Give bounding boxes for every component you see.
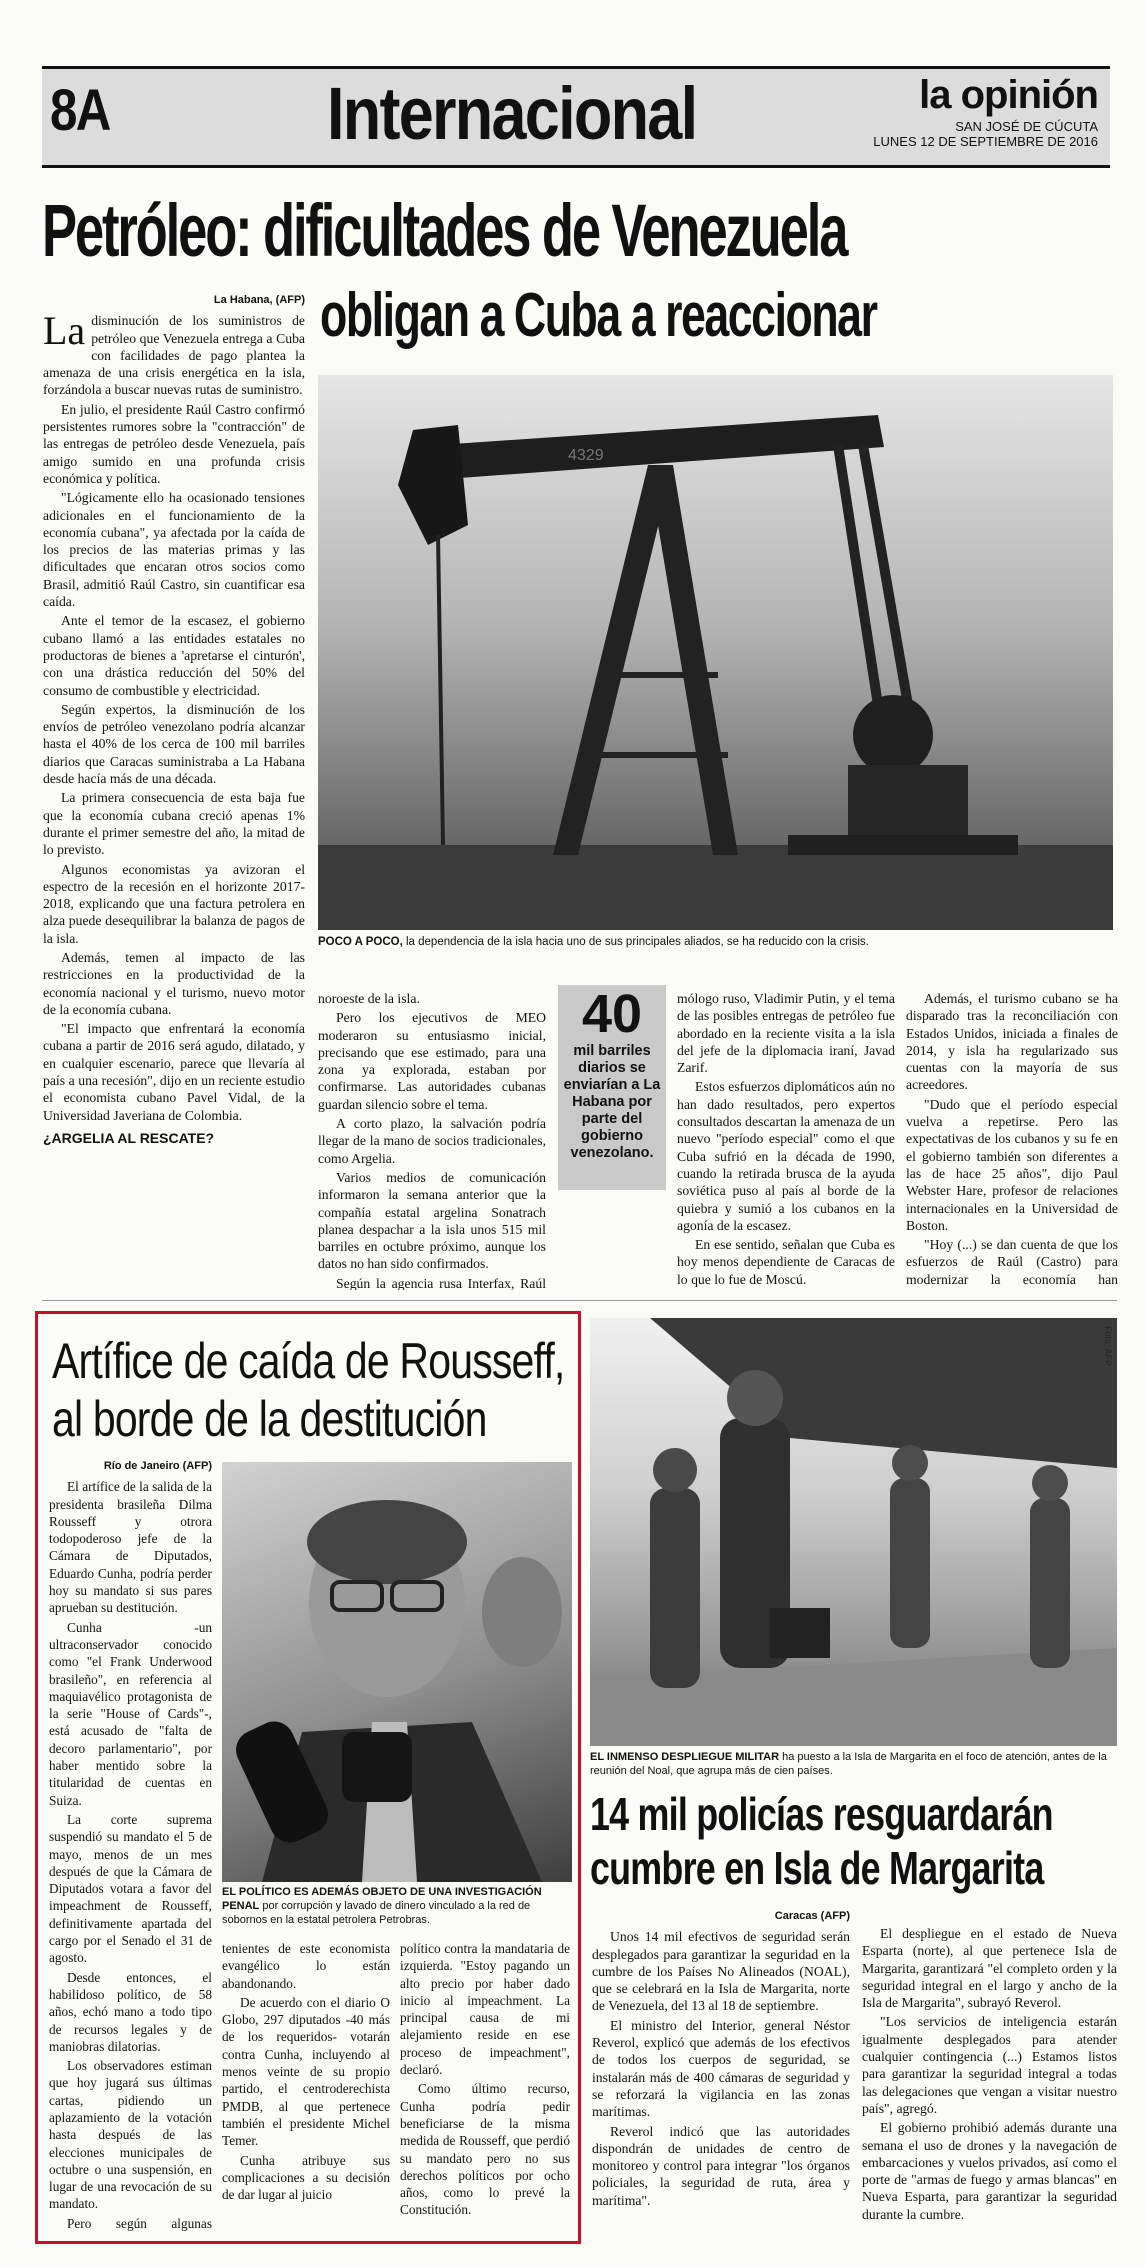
article2-column-2 xyxy=(222,1940,390,2235)
article1-col2-paragraph-5: Según la agencia rusa Interfax, Raúl xyxy=(336,1275,546,1290)
article1-col4-paragraph-2: "Dudo que el período especial vuelva a repetirse. Pero las expectativas de los cubanos y su fe en el gobierno también son diferentes a las de hace 25 años", dijo Paul Webster Hare, profesor de relaciones internacionales en la Universidad de Boston. xyxy=(906,1096,1118,1233)
cunha-illustration xyxy=(222,1462,572,1882)
newspaper-logo: la opinión xyxy=(919,73,1098,117)
article2-col3-paragraph-1: político contra la mandataria de izquierda. "Estoy pagando un alto precio por haber dado inicio al impeachment. La principal causa de mi alejamiento reside en ese proceso de impeachment", declaró. xyxy=(400,1941,570,2078)
pump-beam-marking: 4329 xyxy=(568,447,604,464)
oil-caption-lead: POCO A POCO, xyxy=(318,936,403,948)
article2-column-3 xyxy=(400,1940,570,2235)
article2-headline xyxy=(52,1332,565,1448)
oil-pump-photo xyxy=(318,375,1113,930)
article3-column-1 xyxy=(592,1908,850,2233)
article2-paragraph-4: Desde entonces, el habilidoso político, de 58 años, echó mano a todo tipo de recursos legales y de maniobras dilatorias. xyxy=(49,1969,212,2054)
section-divider xyxy=(42,1300,1117,1301)
article1-col4-paragraph-1: Además, el turismo cubano se ha disparado tras la reconciliación con Estados Unidos, iniciada a finales de 2014, y isla ha regularizado sus cuentas con la mayoría de sus acreedores. xyxy=(906,991,1118,1093)
article1-headline-line1: Petróleo: dificultades de Venezuela xyxy=(42,189,847,272)
article1-paragraph-8: Además, temen al impacto de las restricciones en la productividad de la economía nacional y el turismo, nuevo motor de la economía cubana. xyxy=(43,949,305,1017)
article2-paragraph-5: Los observadores estiman que hoy jugará sus últimas cartas, pidiendo un aplazamiento de la votación hasta después de las elecciones municipales de octubre o una suspensión, en lugar de una revocación de su mandato. xyxy=(49,2058,212,2212)
article2-col2-paragraph-1: tenientes de este economista evangélico lo están abandonando. xyxy=(222,1941,390,1991)
article1-subhead: ¿ARGELIA AL RESCATE? xyxy=(43,1129,215,1146)
pull-quote-text: mil barriles diarios se enviarían a La Habana por parte del gobierno venezolano. xyxy=(563,1043,661,1161)
article3-dateline: Caracas (AFP) xyxy=(774,1910,850,1922)
article1-paragraph-2: En julio, el presidente Raúl Castro confirmó persistentes rumores sobre la "contracción" de las entregas de petróleo desde Venezuela, país amigo sumido en una profunda crisis económica y política. xyxy=(43,401,305,486)
article2-headline-line2: al borde de la destitución xyxy=(52,1391,487,1447)
article3-paragraph-2: El ministro del Interior, general Néstor Reverol, explicó que además de los efectivos de todos los cuerpos de seguridad, se instalarán más de 400 cámaras de seguridad y se reforzará la vigilancia en las zonas marítimas. xyxy=(592,2017,850,2120)
header-date: LUNES 12 DE SEPTIEMBRE DE 2016 xyxy=(873,134,1098,149)
pull-quote-number: 40 xyxy=(581,984,643,1044)
cunha-photo xyxy=(222,1462,572,1882)
article1-paragraph-10 xyxy=(43,1150,305,1152)
oil-caption-text: la dependencia de la isla hacia uno de sus principales aliados, se ha reducido con la crisis. xyxy=(405,936,869,948)
article1-col3-paragraph-1: mólogo ruso, Vladimir Putin, y el tema de las posibles entregas de petróleo fue abordado en la reciente visita a la isla del jefe de la diplomacia iraní, Javad Zarif. xyxy=(677,991,895,1076)
article1-col2-paragraph-2: Pero los ejecutivos de MEO moderaron su entusiasmo inicial, precisando que ese estimado, para una zona ya explorada, estaban por confirmarse. Las autoridades cubanas guardan silencio sobre el tema. xyxy=(318,1010,546,1112)
article1-column-1 xyxy=(43,292,305,1152)
article1-col2-paragraph-3: A corto plazo, la salvación podría llegar de la mano de socios tradicionales, como Argelia. xyxy=(318,1116,546,1166)
cunha-caption-lead: EL POLÍTICO ES ADEMÁS OBJETO DE UNA INVESTIGACIÓN PENAL xyxy=(222,1886,542,1912)
cunha-photo-caption xyxy=(222,1885,572,1927)
section-title: Internacional xyxy=(327,72,697,155)
header-location-date xyxy=(873,119,1098,149)
article1-col3-paragraph-2: Estos esfuerzos diplomáticos aún no han dado resultados, pero expertos consultados descartan la amenaza de un nuevo "período especial" como el que Cuba sufrió en la década de 1990, cuando la retirada brusca de la ayuda soviética puso al país al borde de la quiebra y sumió a los cubanos en la agonía de la escasez. xyxy=(677,1079,895,1233)
article1-paragraph-7: Algunos economistas ya avizoran el espectro de la recesión en el horizonte 2017-2018, explicando que una factura petrolera en alza puede desequilibrar la balanza de pagos de la isla. xyxy=(43,861,305,946)
article1-column-2 xyxy=(318,990,546,1290)
cunha-caption-text: por corrupción y lavado de dinero vinculado a la red de sobornos en la estatal petrolera Petrobras. xyxy=(222,1900,531,1926)
pull-quote-box xyxy=(558,985,666,1190)
military-photo xyxy=(590,1318,1117,1746)
article2-paragraph-3: La corte suprema suspendió su mandato el 5 de mayo, menos de un mes después de que la Cámara de Diputados votara a favor del impeachment de Rousseff, definitivamente apartada del cargo por el Senado el 31 de agosto. xyxy=(49,1811,212,1966)
article3-headline xyxy=(590,1787,1053,1895)
military-photo-caption xyxy=(590,1750,1117,1778)
article1-headline-line2: obligan a Cuba a reaccionar xyxy=(320,281,877,350)
article2-col3-paragraph-2: Como último recurso, Cunha podría pedir beneficiarse de la misma medida de Rousseff, que perdió su mandato pero no sus derechos políticos por ocho años, como lo prevé la Constitución. xyxy=(400,2081,570,2218)
article1-column-4 xyxy=(906,990,1118,1290)
article3-col2-paragraph-1: El despliegue en el estado de Nueva Esparta (norte), al que pertenece Isla de Margarita, garantizará "el completo orden y la seguridad integral en el largo y ancho de la Isla de Margarita", subrayó Reverol. xyxy=(862,1926,1117,2011)
article1-col4-paragraph-3: "Hoy (...) se dan cuenta de que los esfuerzos de Raúl (Castro) para modernizar la economía han xyxy=(906,1237,1118,1287)
military-illustration xyxy=(590,1318,1117,1746)
article3-paragraph-3: Reverol indicó que las autoridades dispondrán de unidades de centro de monitoreo y control para integrar "los órganos policiales, la seguridad de ruta, área y marítima". xyxy=(592,2123,850,2208)
article3-column-2 xyxy=(862,1925,1117,2235)
article2-paragraph-2: Cunha -un ultraconservador conocido como "el Frank Underwood brasileño", en referencia al maquiavélico protagonista de la serie "House of Cards"-, está acusado de "falta de decoro parlamentario", por haber mentido sobre la titularidad de cuentas en Suiza. xyxy=(49,1619,212,1808)
article2-paragraph-1: El artífice de la salida de la presidenta brasileña Dilma Rousseff y otrora todopoderoso jefe de la Cámara de Diputados, Eduardo Cunha, podría perder hoy su mandato si sus pares aprueban su destitución. xyxy=(49,1479,212,1616)
article1-paragraph-1: La disminución de los suministros de petróleo que Venezuela entrega a Cuba con facilidades de pago plantea la amenaza de una crisis energética en la isla, forzándola a buscar nuevas rutas de suministro. xyxy=(43,308,305,398)
header-location: SAN JOSÉ DE CÚCUTA xyxy=(955,119,1098,134)
article1-dropcap: La xyxy=(43,308,86,354)
article1-paragraph-9: "El impacto que enfrentará la economía cubana a partir de 2016 será agudo, dilatado, y en cualquier escenario, parece que llevaría al país a una recesión", dijo en un reciente estudio el economista cubano Pavel Vidal, de la Universidad Javeriana de Colombia. xyxy=(43,1021,305,1123)
article1-col3-paragraph-3: En ese sentido, señalan que Cuba es hoy menos dependiente de Caracas de lo que lo fue de Moscú. xyxy=(677,1237,895,1287)
article2-column-1 xyxy=(49,1458,212,2233)
military-caption-lead: EL INMENSO DESPLIEGUE MILITAR xyxy=(590,1751,780,1763)
article1-paragraph-6: La primera consecuencia de esta baja fue que la economía cubana creció apenas 1% durante el primer semestre del año, la mitad de lo previsto. xyxy=(43,790,305,858)
page-number: 8A xyxy=(50,78,110,143)
article1-col2-paragraph-4: Varios medios de comunicación informaron la semana anterior que la compañía estatal argelina Sonatrach planea despachar a la isla unos 515 mil barriles en octubre próximo, aunque los datos no han sido confirmados. xyxy=(318,1169,546,1272)
article2-col2-paragraph-2: De acuerdo con el diario O Globo, 297 diputados -40 más de los requeridos- votarán contra Cunha, incluyendo al menos veinte de su propio partido, el centroderechista PMDB, al que pertenece también el presidente Michel Temer. xyxy=(222,1994,390,2149)
article1-column-3 xyxy=(677,990,895,1290)
article1-paragraph-5: Según expertos, la disminución de los envíos de petróleo venezolano podría alcanzar hasta el 40% de los cerca de 100 mil barriles diarios que Caracas suministraba a La Habana desde hacía más de una década. xyxy=(43,701,305,787)
article3-paragraph-1: Unos 14 mil efectivos de seguridad serán desplegados para garantizar la seguridad en la cumbre de los Países No Alineados (NOAL), que se celebrará en la Isla de Margarita, norte de Venezuela, del 13 al 18 de septiembre. xyxy=(592,1929,850,2014)
article1-paragraph-3: "Lógicamente ello ha ocasionado tensiones adicionales en el funcionamiento de la economía cubana", ya afectada por la caída de los precios de las materias primas y las dificultades que encaran otros socios como Brasil, admitió Raúl Castro, sin cuantificar esa caída. xyxy=(43,490,305,610)
oil-photo-caption xyxy=(318,935,1113,950)
article3-col2-paragraph-3: El gobierno prohibió además durante una semana el uso de drones y la navegación de embarcaciones y vuelos privados, así como el porte de "armas de fuego y armas blancas" en Nueva Esparta, para garantizar la seguridad durante la cumbre. xyxy=(862,2120,1117,2222)
article2-dateline: Río de Janeiro (AFP) xyxy=(103,1460,212,1472)
article1-paragraph-4: Ante el temor de la escasez, el gobierno cubano llamó a las entidades estatales no productoras de bienes a 'apretarse el cinturón', con una drástica reducción del 50% del consumo de combustible y electricidad. xyxy=(43,613,305,698)
military-photo-credit: Foto: AFP xyxy=(1103,1326,1113,1367)
article2-col2-paragraph-3: Cunha atribuye sus complicaciones a su decisión de dar lugar al juicio xyxy=(222,2152,390,2203)
oil-pump-illustration xyxy=(318,375,1113,930)
article3-col2-paragraph-2: "Los servicios de inteligencia estarán igualmente desplegados para atender cualquier contingencia (...) Estamos listos para garantizar la seguridad integral a todas las delegaciones que vengan a visitar nuestro país", agregó. xyxy=(862,2014,1117,2116)
article1-dateline: La Habana, (AFP) xyxy=(213,294,305,306)
page-header xyxy=(42,66,1110,168)
article2-headline-line1: Artífice de caída de Rousseff, xyxy=(52,1333,565,1389)
article3-headline-line2: cumbre en Isla de Margarita xyxy=(590,1842,1044,1894)
article3-headline-line1: 14 mil policías resguardarán xyxy=(590,1788,1053,1840)
article1-col2-paragraph-1: noroeste de la isla. xyxy=(318,991,420,1006)
article2-paragraph-6: Pero según algunas xyxy=(67,2215,212,2231)
military-caption-text: ha puesto a la Isla de Margarita en el foco de atención, antes de la reunión del Noal, que agrupa más de cien países. xyxy=(590,1751,1107,1777)
